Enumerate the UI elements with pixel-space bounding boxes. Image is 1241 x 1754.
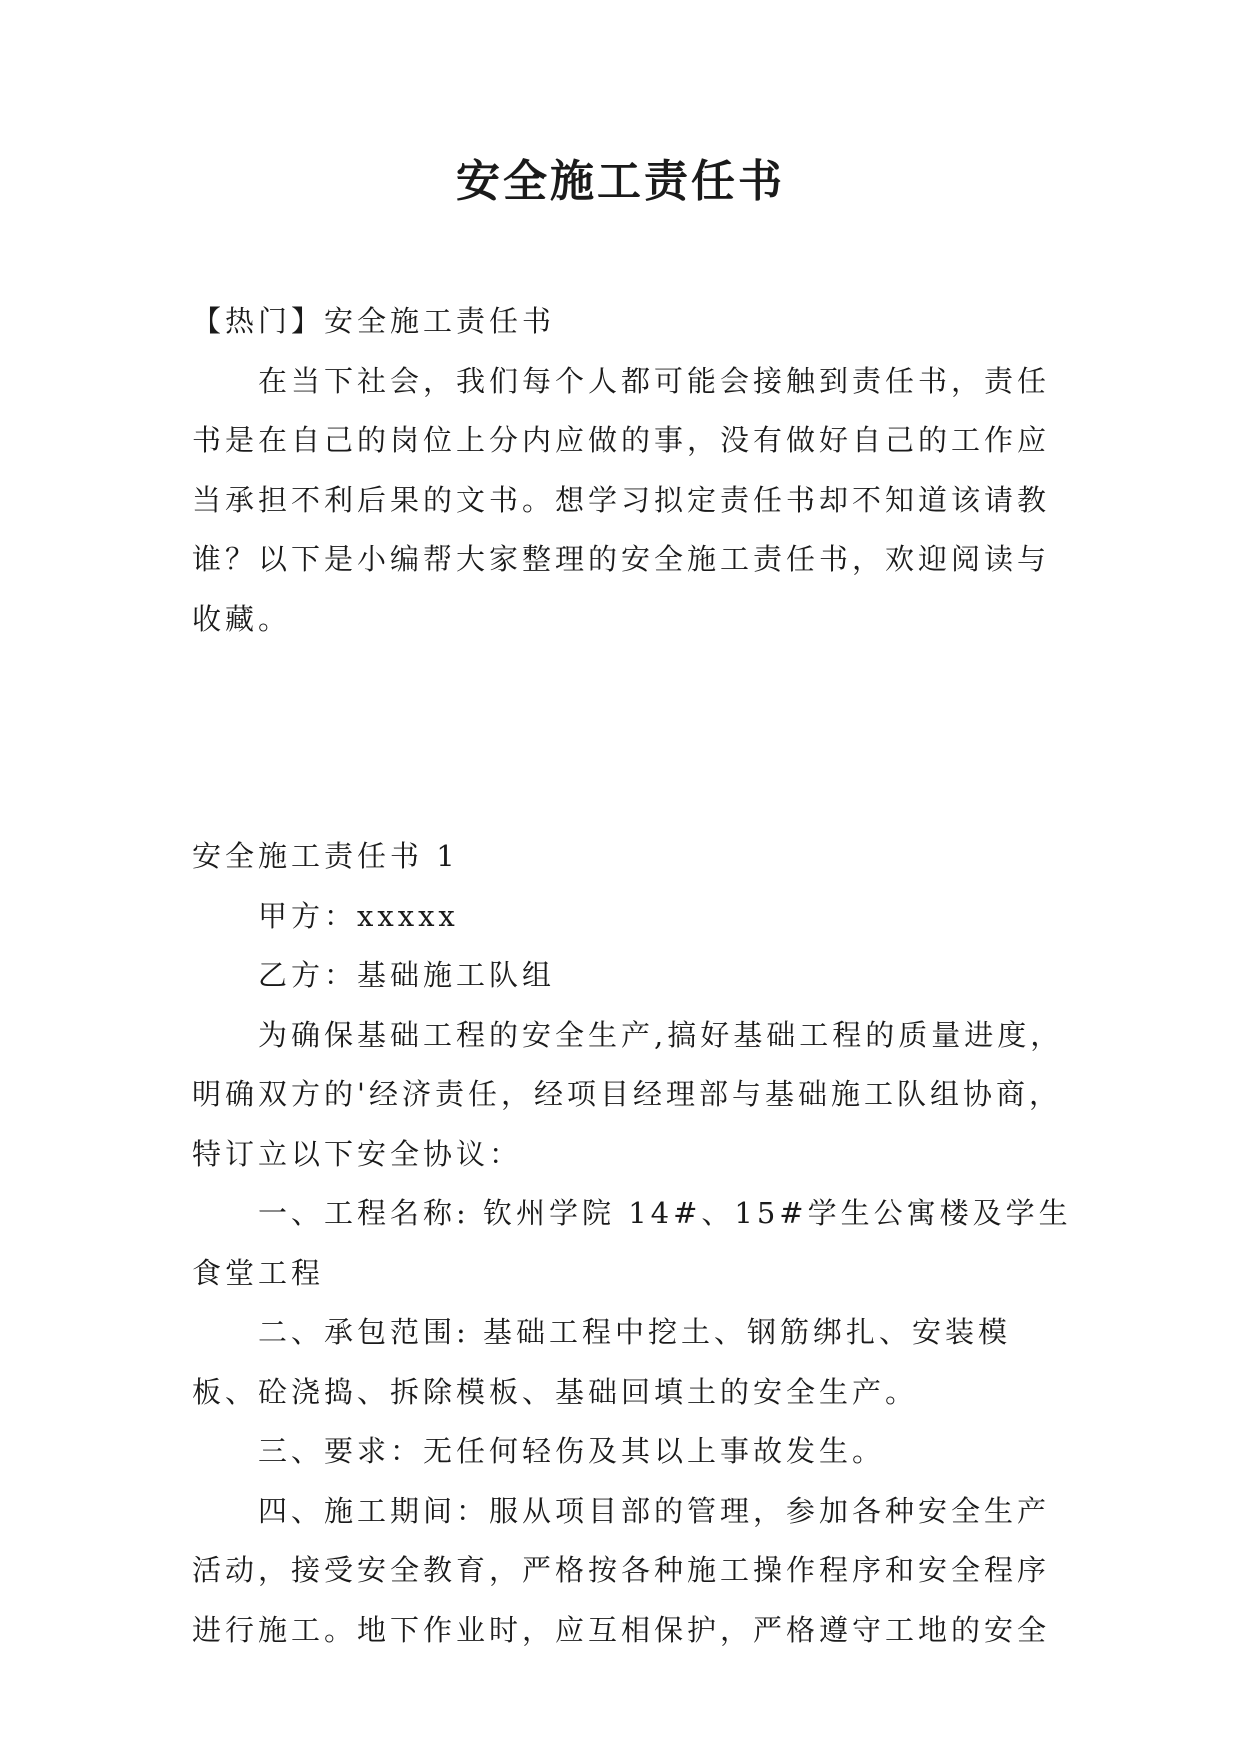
- purpose-paragraph: 为确保基础工程的安全生产,搞好基础工程的质量进度，明确双方的'经济责任，经项目经理部与基础施工队组协商，特订立以下安全协议：: [192, 1017, 1064, 1171]
- document-body: [192, 292, 1072, 1660]
- section-spacer: [192, 649, 1072, 827]
- clause-contract-scope: 二、承包范围: 基础工程中挖土、钢筋绑扎、安装模板、砼浇捣、拆除模板、基础回填土的安全生产。: [192, 1315, 1011, 1409]
- clause-requirements: 三、要求：无任何轻伤及其以上事故发生。: [258, 1434, 886, 1468]
- intro-heading: 【热门】安全施工责任书: [192, 304, 556, 338]
- party-b-line: 乙方：基础施工队组: [258, 958, 556, 992]
- clause-project-name: 一、工程名称: 钦州学院 14#、15#学生公寓楼及学生食堂工程: [192, 1196, 1072, 1290]
- document-title: 安全施工责任书: [456, 156, 785, 207]
- intro-paragraph: 在当下社会，我们每个人都可能会接触到责任书，责任书是在自己的岗位上分内应做的事，没有做好自己的工作应当承担不利后果的文书。想学习拟定责任书却不知道该请教谁？以下是小编帮大家整理的安全施工责任书，欢迎阅读与收藏。: [192, 363, 1051, 636]
- section-heading: 安全施工责任书 1: [192, 839, 459, 873]
- party-a-line: 甲方：xxxxx: [258, 898, 459, 933]
- clause-construction-period: 四、施工期间：服从项目部的管理，参加各种安全生产活动，接受安全教育，严格按各种施工操作程序和安全程序进行施工。地下作业时，应互相保护，严格遵守工地的安全: [192, 1493, 1051, 1647]
